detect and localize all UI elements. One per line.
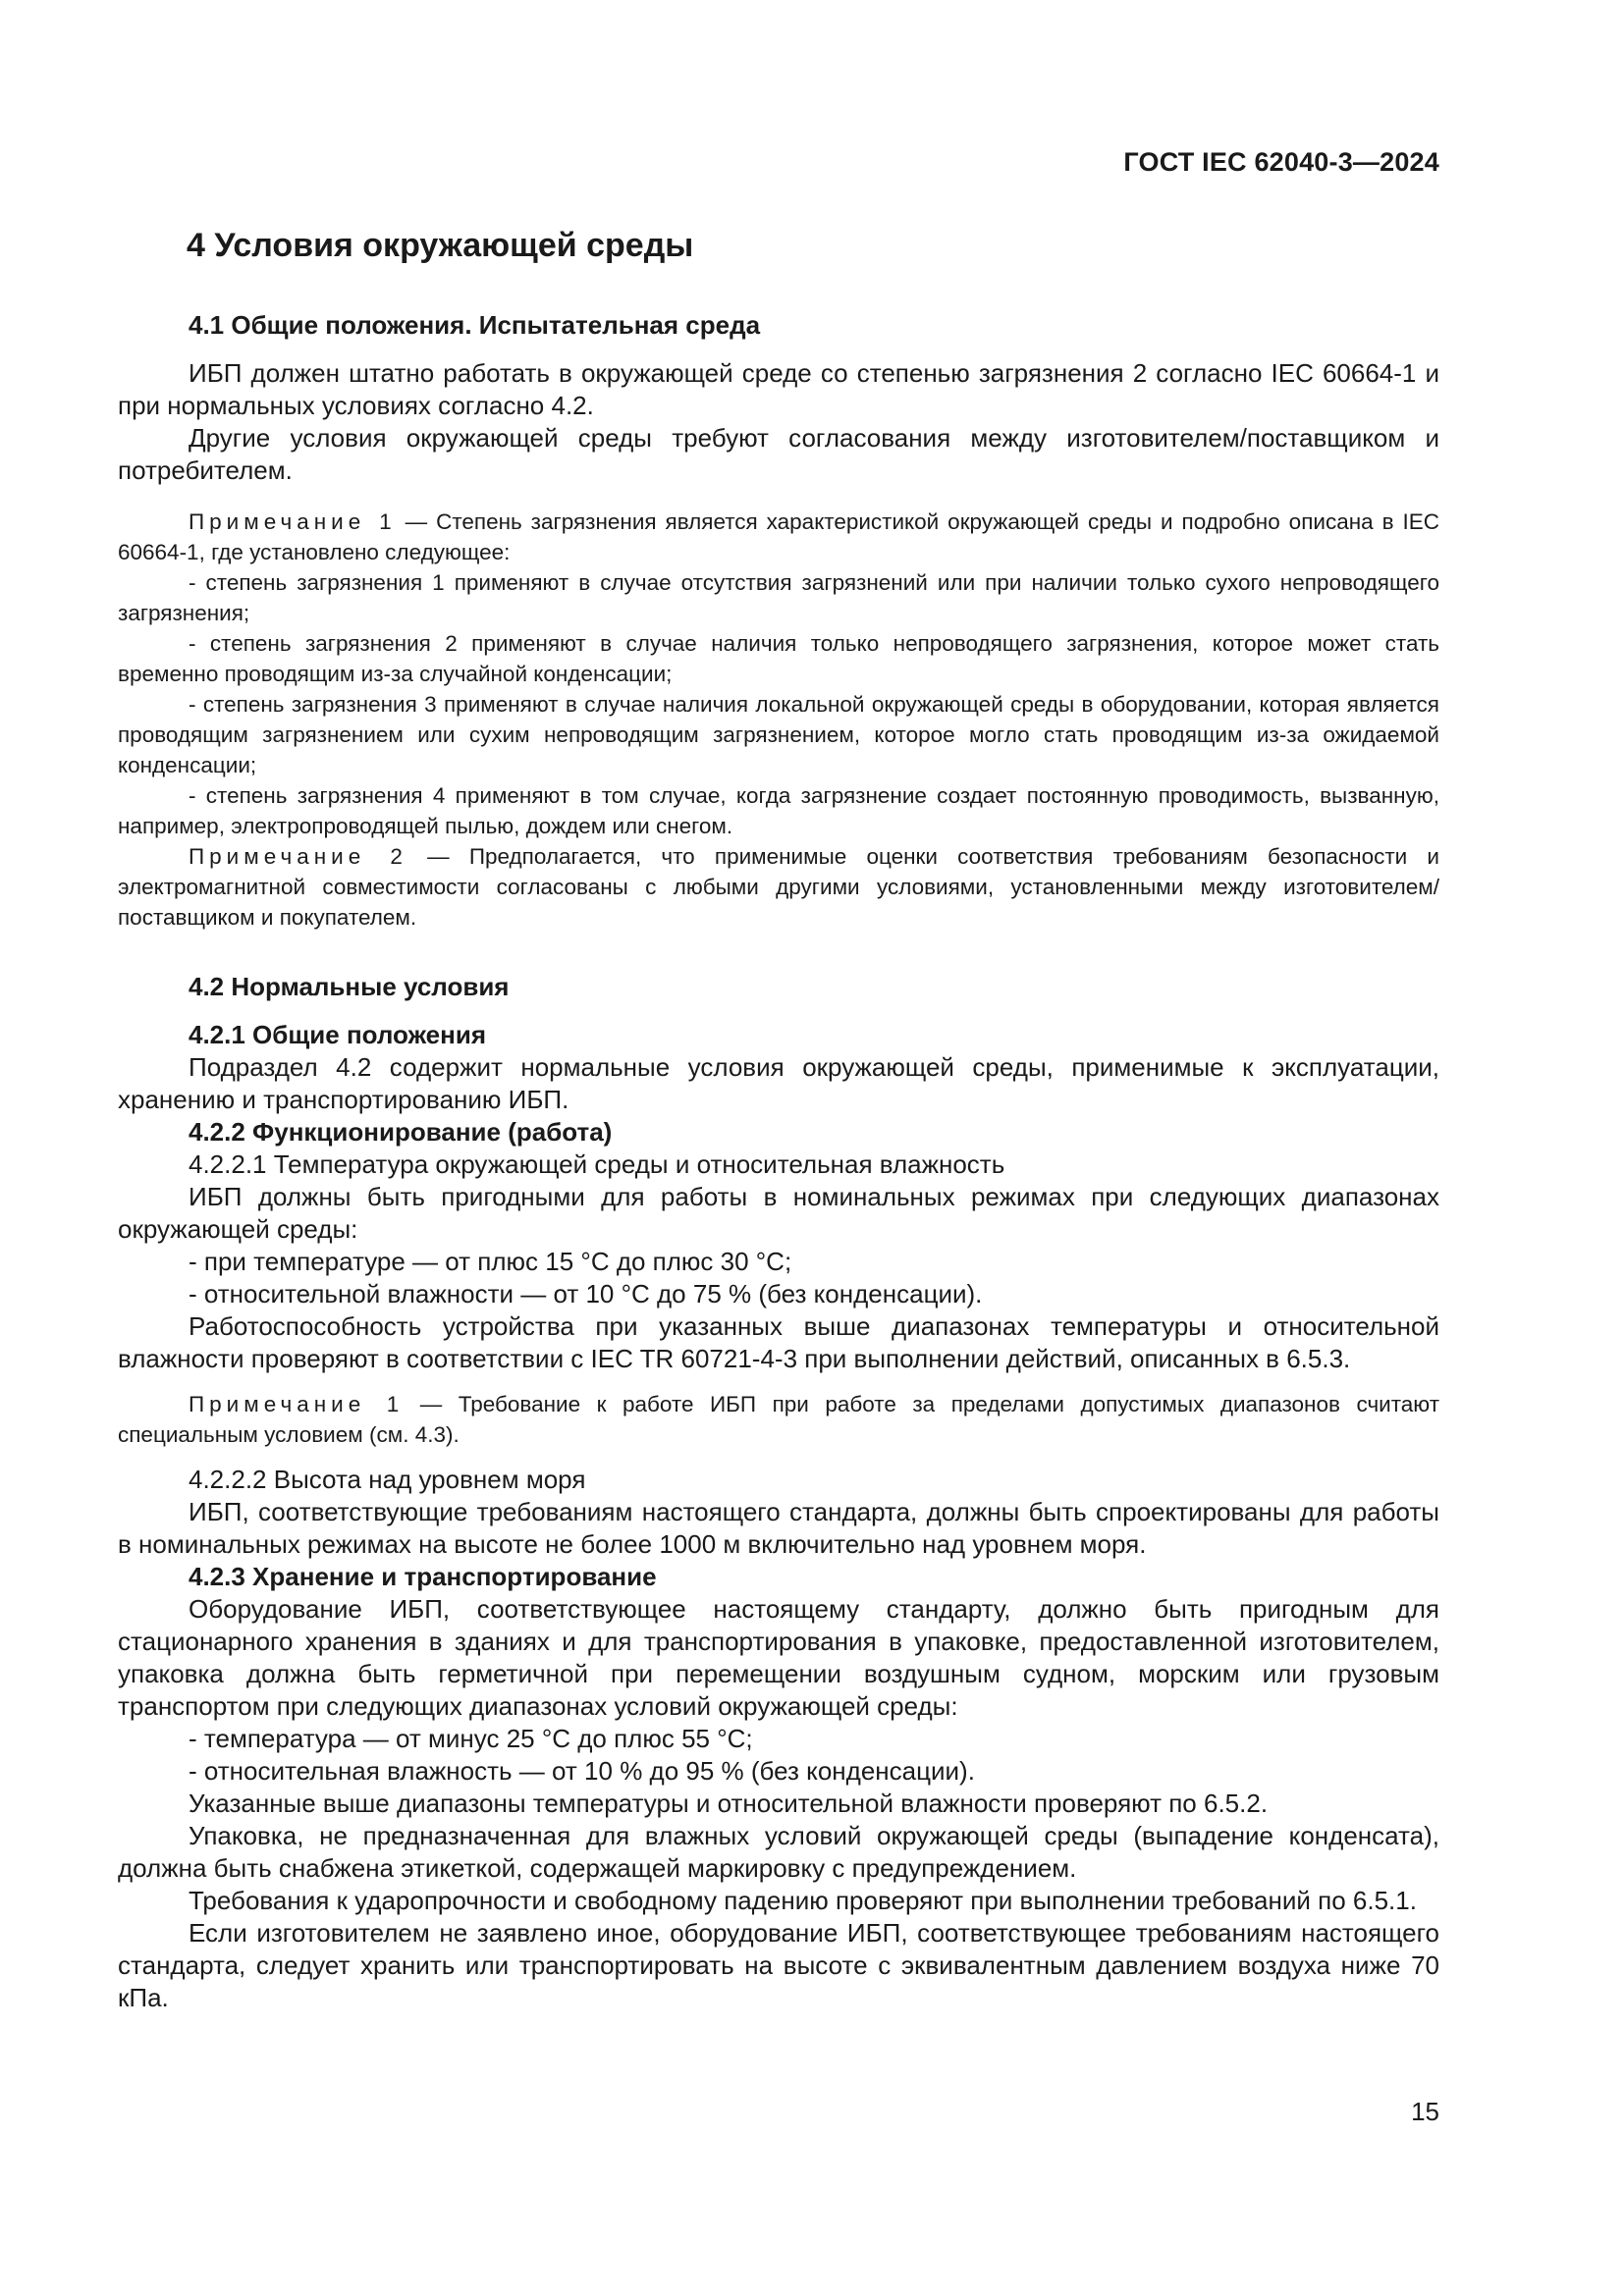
paragraph-4-1-2: Другие условия окружающей среды требуют согласования между изготовителем/поставщиком и потребителем.	[118, 423, 1439, 485]
page-number: 15	[1411, 2097, 1439, 2126]
note-label: Примечание 1	[189, 1392, 405, 1416]
subsection-4-2-2-title: 4.2.2 Функционирование (работа)	[189, 1117, 613, 1147]
document-page	[118, 0, 1439, 2296]
paragraph-4-2-1: Подраздел 4.2 содержит нормальные условия окружающей среды, применимые к эксплуатации, хранению и транспортированию ИБП.	[118, 1052, 1439, 1114]
paragraph-4-2-3-2: Указанные выше диапазоны температуры и относительной влажности проверяют по 6.5.2.	[189, 1789, 1269, 1818]
subsection-4-2-title: 4.2 Нормальные условия	[189, 972, 510, 1001]
note-4-1-2	[118, 841, 1439, 933]
paragraph-4-2-3-3: Упаковка, не предназначенная для влажных условий окружающей среды (выпадение конденсата), должна быть снабжена этикеткой, содержащей маркировку с предупреждением.	[118, 1821, 1439, 1883]
note-text: — Предполагается, что применимые оценки соответствия требованиям безопасности и электромагнитной совместимости согласованы с любыми другими условиями, установленными между изготовителем/поставщиком и покупателем.	[118, 844, 1439, 930]
paragraph-4-2-2-1-2: Работоспособность устройства при указанных выше диапазонах температуры и относительной влажности проверяют в соответствии с IEC TR 60721-4-3 при выполнении действий, описанных в 6.5.3.	[118, 1311, 1439, 1373]
subsection-4-1-title: 4.1 Общие положения. Испытательная среда	[189, 310, 761, 340]
subsection-4-2-1-title: 4.2.1 Общие положения	[189, 1020, 486, 1049]
paragraph-4-2-3-4: Требования к ударопрочности и свободному падению проверяют при выполнении требований по 6.5.1.	[189, 1886, 1417, 1915]
subsection-4-2-3-title: 4.2.3 Хранение и транспортирование	[189, 1562, 657, 1591]
list-item: - относительная влажность — от 10 % до 95 % (без конденсации).	[189, 1756, 975, 1786]
note-4-1-1	[118, 507, 1439, 567]
paragraph-4-2-2-2: ИБП, соответствующие требованиям настоящего стандарта, должны быть спроектированы для работы в номинальных режимах на высоте не более 1000 м включительно над уровнем моря.	[118, 1497, 1439, 1559]
note-list-item: - степень загрязнения 2 применяют в случае наличия только непроводящего загрязнения, которое может стать временно проводящим из-за случайной конденсации;	[118, 631, 1439, 686]
note-text: — Требование к работе ИБП при работе за пределами допустимых диапазонов считают специальным условием (см. 4.3).	[118, 1392, 1439, 1447]
paragraph-4-2-3-5: Если изготовителем не заявлено иное, оборудование ИБП, соответствующее требованиям настоящего стандарта, следует хранить или транспортировать на высоте с эквивалентным давлением воздуха ниже 70 кПа.	[118, 1918, 1439, 2012]
paragraph-4-2-2-1-1: ИБП должны быть пригодными для работы в номинальных режимах при следующих диапазонах окружающей среды:	[118, 1182, 1439, 1244]
note-label: Примечание 2	[189, 844, 407, 869]
section-title: 4 Условия окружающей среды	[187, 227, 694, 264]
page-content	[118, 224, 1439, 2014]
note-list-item: - степень загрязнения 1 применяют в случае отсутствия загрязнений или при наличии только сухого непроводящего загрязнения;	[118, 570, 1439, 625]
document-code-header: ГОСТ IEC 62040-3—2024	[1123, 147, 1439, 177]
paragraph-4-1-1: ИБП должен штатно работать в окружающей среде со степенью загрязнения 2 согласно IEC 60664-1 и при нормальных условиях согласно 4.2.	[118, 358, 1439, 420]
note-text: — Степень загрязнения является характеристикой окружающей среды и подробно описана в IEC 60664-1, где установлено следующее:	[118, 509, 1439, 564]
note-label: Примечание 1	[189, 509, 397, 534]
paragraph-4-2-3-1: Оборудование ИБП, соответствующее настоящему стандарту, должно быть пригодным для стационарного хранения в зданиях и для транспортирования в упаковке, предоставленной изготовителем, упаковка должна быть герметичной при перемещении воздушным судном, морским или грузовым транспортом при следующих диапазонах условий окружающей среды:	[118, 1594, 1439, 1721]
note-list-item: - степень загрязнения 4 применяют в том случае, когда загрязнение создает постоянную проводимость, вызванную, например, электропроводящей пылью, дождем или снегом.	[118, 783, 1439, 838]
subsection-4-2-2-1-title: 4.2.2.1 Температура окружающей среды и относительная влажность	[189, 1149, 1005, 1179]
list-item: - при температуре — от плюс 15 °С до плюс 30 °С;	[189, 1247, 792, 1276]
note-list-item: - степень загрязнения 3 применяют в случае наличия локальной окружающей среды в оборудовании, которая является проводящим загрязнением или сухим непроводящим загрязнением, которое могло стать проводящим из-за ожидаемой конденсации;	[118, 692, 1439, 777]
note-4-2-2-1	[118, 1389, 1439, 1450]
subsection-4-2-2-2-title: 4.2.2.2 Высота над уровнем моря	[189, 1465, 586, 1494]
list-item: - относительной влажности — от 10 °С до 75 % (без конденсации).	[189, 1279, 983, 1308]
list-item: - температура — от минус 25 °С до плюс 55 °С;	[189, 1724, 753, 1753]
